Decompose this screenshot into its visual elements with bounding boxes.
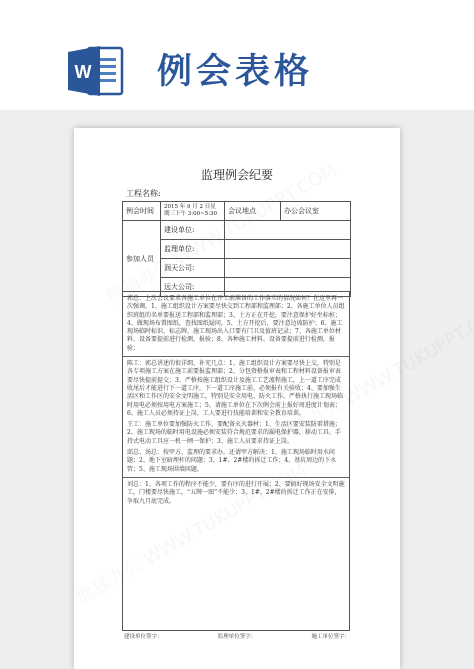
note-paragraph: 王工：施工单位要加强防火工作，要配备灭火器材；1、生活区要安装防雷措施；2、施工现场的临时用电设施必须安装符合规范要求的漏电保护器，移动工具、手持式电动工具应一机一闸一保护；3、施工人员要求持证上岗。 bbox=[127, 421, 341, 445]
note-paragraph: 郭总：上次会议要求各施工单位在开工前准备的工作落实的情况如何？在这里再一次强调，1、施工组织设计方案要尽快交到工程部和监理部；2、各施工单位人员组织班组的名单要报送工程部和监理部；3、土方正在开挖，要注意保护好坐标桩；4、做现场布置图纸，查找图纸疑问，5、土方开挖后，要注意边坡防护；6、施工现场临时标识、标志牌，施工现场出入口要有门卫及值班记录；7、各施工单位材料、设备要提前进行检测，报验；8、各种施工材料、设备要提前进行检测，报验； bbox=[127, 295, 345, 352]
attendee-row bbox=[123, 221, 351, 240]
note-paragraph: 陈工：郭总讲述的很详细，补充几点：1、施工组织设计方案要尽快上交，特别是各专项施工方案在施工前要报监理部；2、分包资格报审表和工程材料设备报审表要尽快提前提交；3、严格按施工组织设计及施工工艺流程施工，上一道工序完成收尾后才能进行下一道工序，下一道工序施工前，必须报有关验收；4、要加强生活区和工作区的安全文明施工，特别是安全用电、防火工作，严格执行施工现场临时用电必须按用电方案施工；5、请施工单位在下次例会前上报好周进度计划表；6、施工人员必须持证上岗，工人要进行技能培训和安全教育培训。 bbox=[127, 360, 344, 417]
word-logo-letter: W bbox=[74, 62, 92, 82]
banner bbox=[0, 0, 474, 128]
attendee-unit-2: 监理单位: bbox=[161, 240, 225, 259]
meeting-time-value: 2015 年 9 月 2 日星期三下午 3:00~5:30 bbox=[161, 202, 225, 221]
signature-row bbox=[124, 632, 350, 640]
location-value: 办公会议室 bbox=[281, 202, 351, 221]
divider bbox=[123, 477, 349, 478]
supervisor-signature-label: 监理单位签字： bbox=[217, 634, 257, 640]
attendee-unit-3: 润天公司: bbox=[161, 259, 225, 278]
document-title: 监理例会纪要 bbox=[200, 168, 273, 182]
meeting-notes bbox=[122, 291, 350, 631]
attendees-label: 参加人员 bbox=[123, 221, 161, 297]
word-logo-icon bbox=[66, 40, 128, 102]
meeting-time-label: 例会时间 bbox=[123, 202, 161, 221]
document-page bbox=[74, 128, 400, 669]
project-name-label: 工程名称: bbox=[126, 189, 161, 198]
contractor-signature-label: 施工单位签字： bbox=[311, 634, 350, 640]
attendee-value-3 bbox=[225, 259, 351, 278]
meeting-row bbox=[123, 202, 351, 221]
attendee-unit-1: 建设单位: bbox=[161, 221, 225, 240]
banner-title: 例会表格 bbox=[157, 52, 314, 92]
note-paragraph: 邱总、汤总：按甲方、监理的要求办，还请甲方解决：1、施工现场临时用水问题；2、地下室暗埋杆的问题；3、1#、2#楼的拆迁工作；4、基坑周边的下水管；5、施工现场围墙问题。 bbox=[127, 449, 337, 473]
divider bbox=[123, 356, 349, 357]
attendee-value-2 bbox=[225, 240, 351, 259]
location-label: 会议地点 bbox=[225, 202, 281, 221]
meeting-info-table bbox=[122, 201, 351, 297]
owner-signature-label: 建设单位签字： bbox=[124, 634, 163, 640]
attendee-value-1 bbox=[225, 221, 351, 240]
note-paragraph: 刘总：1、各项工作的程序不能少，要有序的进行开展；2、要搞好现场安全文明施工，门楼要尽快施工，“五牌一图”不能少；3、1#、2#楼的拆迁工作正在安排，争取九月底完成。 bbox=[127, 480, 345, 505]
attendee-unit-4: 远大公司: bbox=[161, 278, 225, 297]
